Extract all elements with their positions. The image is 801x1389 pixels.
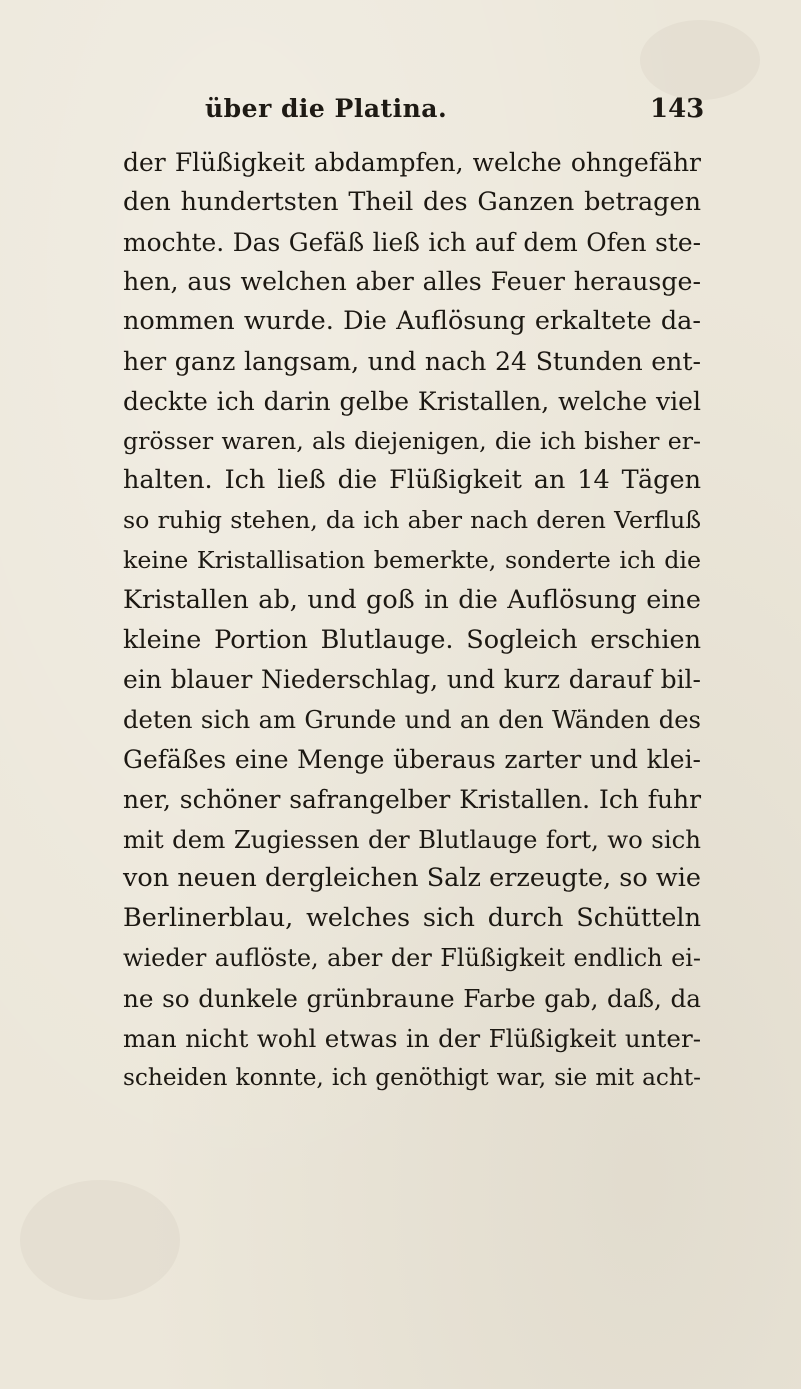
text-line: so ruhig stehen, da ich aber nach deren Verfluß (123, 506, 701, 535)
text-line: hen, aus welchen aber alles Feuer herausge- (123, 267, 701, 297)
body-text (123, 143, 701, 1098)
text-line: nommen wurde. Die Auflösung erkaltete da- (123, 306, 701, 337)
text-line: scheiden konnte, ich genöthigt war, sie mit acht- (123, 1064, 701, 1092)
text-line: ne so dunkele grünbraune Farbe gab, daß, da (123, 983, 701, 1013)
paper-stain (20, 1180, 180, 1300)
text-line: kleine Portion Blutlauge. Sogleich erschien (123, 624, 701, 655)
text-line: ner, schöner safrangelber Kristallen. Ich fuhr (123, 784, 701, 814)
text-line: deten sich am Grunde und an den Wänden des (123, 705, 701, 735)
running-title: über die Platina. (205, 94, 448, 123)
text-line: deckte ich darin gelbe Kristallen, welche viel (123, 386, 701, 416)
text-line: grösser waren, als diejenigen, die ich bisher er- (123, 426, 701, 455)
text-line: ein blauer Niederschlag, und kurz darauf bil- (123, 665, 701, 695)
text-line: halten. Ich ließ die Flüßigkeit an 14 Tägen (123, 465, 701, 496)
text-line: Kristallen ab, und goß in die Auflösung eine (123, 584, 701, 615)
text-line: mit dem Zugiessen der Blutlauge fort, wo sich (123, 824, 701, 854)
text-line: Gefäßes eine Menge überaus zarter und klei- (123, 744, 701, 774)
page-header (0, 92, 801, 132)
paper-stain (640, 20, 760, 100)
text-line: man nicht wohl etwas in der Flüßigkeit unter- (123, 1023, 701, 1053)
text-line: von neuen dergleichen Salz erzeugte, so wie (123, 863, 701, 894)
text-line: wieder auflöste, aber der Flüßigkeit endlich ei- (123, 943, 701, 972)
text-line: Berlinerblau, welches sich durch Schütteln (123, 903, 701, 934)
text-line: her ganz langsam, und nach 24 Stunden ent- (123, 346, 701, 376)
text-line: mochte. Das Gefäß ließ ich auf dem Ofen ste- (123, 227, 701, 257)
text-line: keine Kristallisation bemerkte, sonderte ich die (123, 545, 701, 574)
text-line: den hundertsten Theil des Ganzen betragen (123, 186, 701, 217)
text-line: der Flüßigkeit abdampfen, welche ohngefähr (123, 148, 701, 177)
page-number: 143 (650, 94, 705, 124)
